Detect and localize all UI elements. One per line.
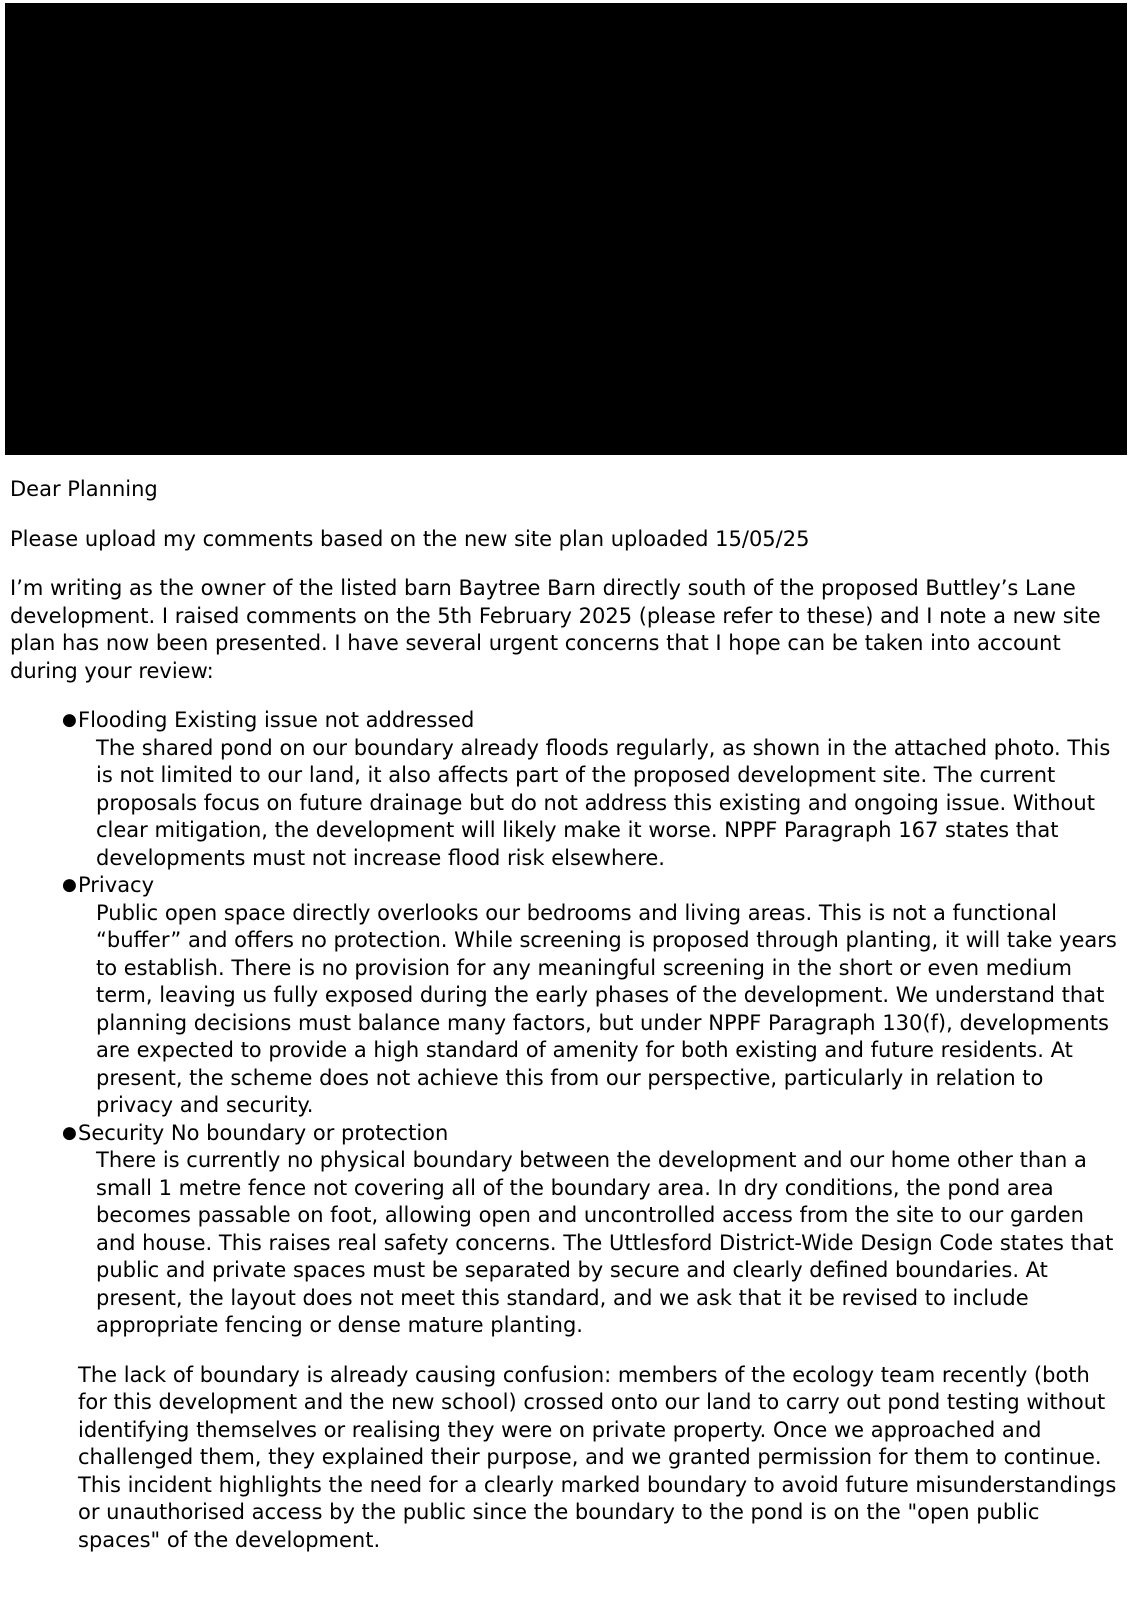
upload-request: Please upload my comments based on the new site plan uploaded 15/05/25	[10, 526, 810, 551]
concern-body: There is currently no physical boundary between the development and our home other than a small 1 metre fence not covering all of the boundary area. In dry conditions, the pond area becomes passable on foot, allowing open and uncontrolled access from the site to our garden and house. This raises real safety concerns. The Uttlesford District-Wide Design Code states that public and private spaces must be separated by secure and clearly defined boundaries. At present, the layout does not meet this standard, and we ask that it be revised to include appropriate fencing or dense mature planting.	[96, 1148, 1114, 1337]
bullet-icon: ●	[62, 710, 77, 730]
concern-item-security	[62, 1120, 1122, 1340]
concern-title: Security No boundary or protection	[78, 1120, 449, 1145]
concerns-list	[10, 707, 1122, 1340]
concern-body: The shared pond on our boundary already floods regularly, as shown in the attached photo. This is not limited to our land, it also affects part of the proposed development site. The current proposals focus on future drainage but do not address this existing and ongoing issue. Without clear mitigation, the development will likely make it worse. NPPF Paragraph 167 states that developments must not increase flood risk elsewhere.	[96, 735, 1111, 870]
letter-greeting: Dear Planning	[10, 477, 158, 501]
concern-title: Flooding Existing issue not addressed	[78, 708, 475, 732]
concern-item-flooding	[62, 707, 1122, 872]
intro-paragraph: I’m writing as the owner of the listed barn Baytree Barn directly south of the proposed Buttley’s Lane development. I raised comments on the 5th February 2025 (please refer to these) and I note a new site plan has now been presented. I have several urgent concerns that I hope can be taken into account during your review:	[10, 576, 1101, 683]
closing-paragraph: The lack of boundary is already causing confusion: members of the ecology team recently (both for this development and the new school) crossed onto our land to carry out pond testing without identifying themselves or realising they were on private property. Once we approached and challenged them, they explained their purpose, and we granted permission for them to continue. This incident highlights the need for a clearly marked boundary to avoid future misunderstandings or unauthorised access by the public since the boundary to the pond is on the "open public spaces" of the development.	[78, 1362, 1117, 1552]
concern-body: Public open space directly overlooks our bedrooms and living areas. This is not a functional “buffer” and offers no protection. While screening is proposed through planting, it will take years to establish. There is no provision for any meaningful screening in the short or even medium term, leaving us fully exposed during the early phases of the development. We understand that planning decisions must balance many factors, but under NPPF Paragraph 130(f), developments are expected to provide a high standard of amenity for both existing and future residents. At present, the scheme does not achieve this from our perspective, particularly in relation to privacy and security.	[96, 900, 1117, 1117]
bullet-icon: ●	[62, 1122, 77, 1143]
bullet-icon: ●	[62, 875, 77, 895]
redacted-header-block	[5, 3, 1127, 455]
concern-item-privacy	[62, 872, 1122, 1120]
concern-title: Privacy	[78, 873, 155, 897]
letter-body	[10, 476, 1122, 1554]
